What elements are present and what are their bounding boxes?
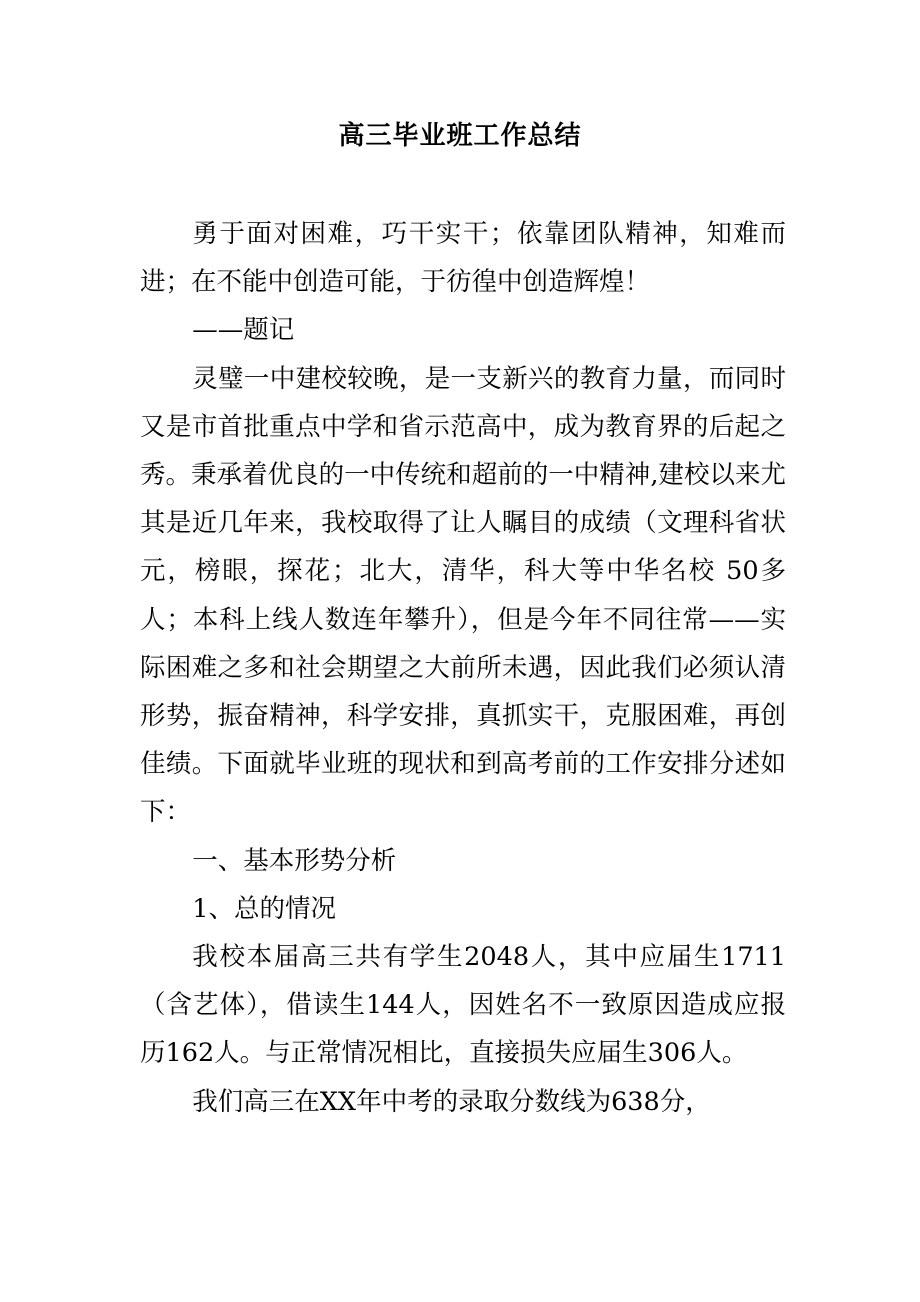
document-body xyxy=(140,210,786,1126)
epigraph-attribution: ——题记 xyxy=(192,315,295,346)
section-heading: 一、基本形势分析 xyxy=(192,845,397,876)
document-title: 高三毕业班工作总结 xyxy=(338,121,582,151)
student-count-paragraph: 我校本届高三共有学生2048人，其中应届生1711（含艺体），借读生144人，因姓名不一致原因造成应报历162人。与正常情况相比，直接损失应届生306人。 xyxy=(140,942,786,1069)
epigraph-paragraph: 勇于面对困难，巧干实干；依靠团队精神，知难而进；在不能中创造可能，于彷徨中创造辉煌！ xyxy=(140,219,786,298)
subsection-heading: 1、总的情况 xyxy=(192,893,336,924)
intro-paragraph: 灵璧一中建校较晚，是一支新兴的教育力量，而同时又是市首批重点中学和省示范高中，成为教育界的后起之秀。秉承着优良的一中传统和超前的一中精神,建校以来尤其是近几年来，我校取得了让人瞩目的成绩（文理科省状元，榜眼，探花；北大，清华，科大等中华名校 50多人；本科上线人数连年攀升），但是今年不同往常——实际困难之多和社会期望之大前所未遇，因此我们必须认清形势，振奋精神，科学安排，真抓实干，克服困难，再创佳绩。下面就毕业班的现状和到高考前的工作安排分述如下： xyxy=(140,363,786,828)
admission-score-paragraph: 我们高三在XX年中考的录取分数线为638分， xyxy=(192,1086,711,1117)
